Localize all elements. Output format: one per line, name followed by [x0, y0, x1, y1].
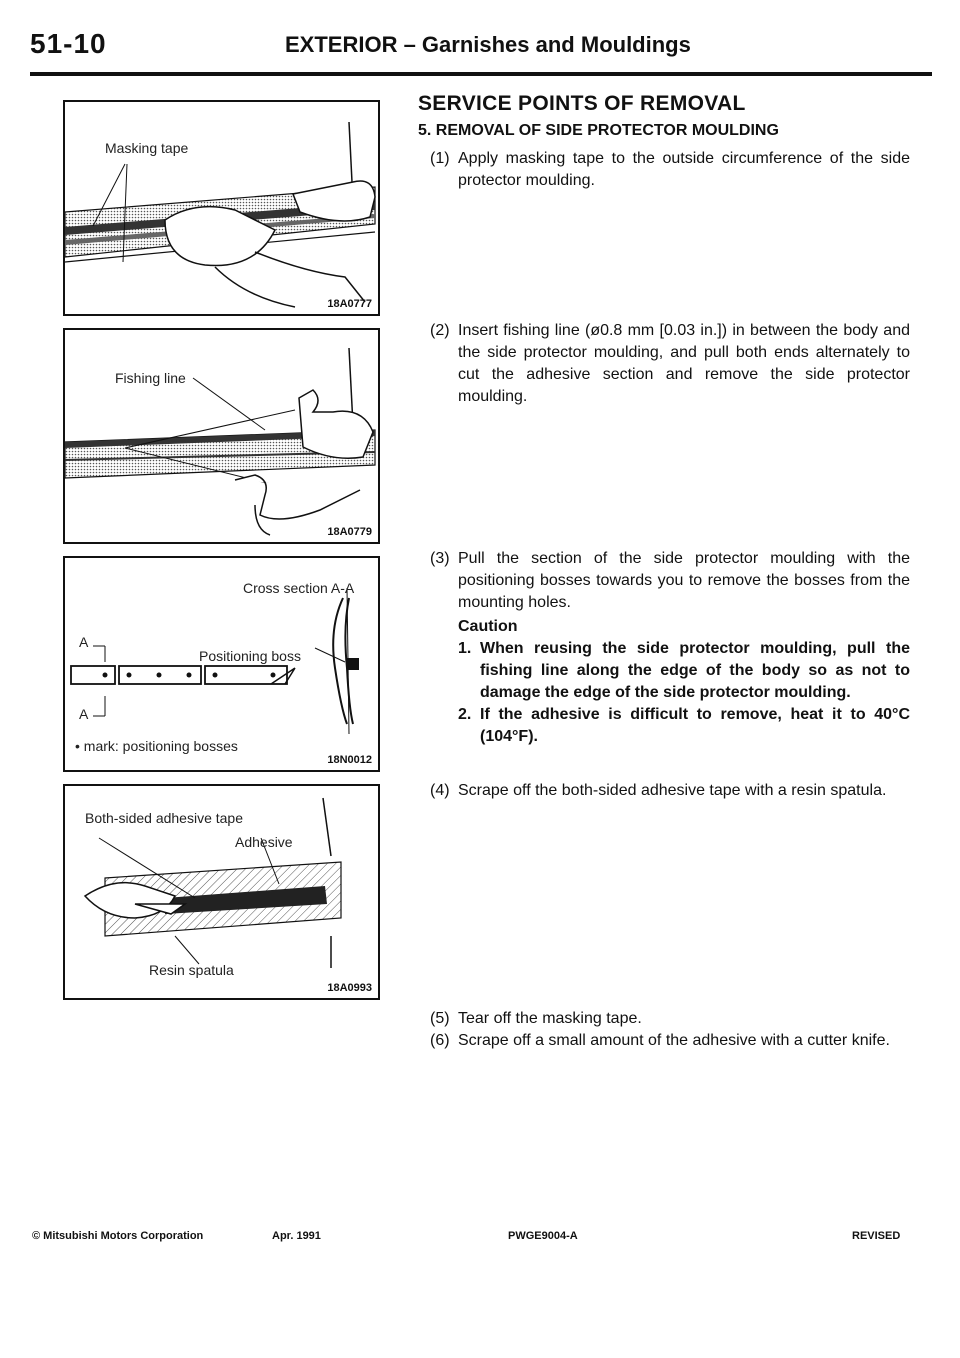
footer-status: REVISED — [852, 1230, 901, 1242]
step-text: Tear off the masking tape. — [458, 1010, 642, 1027]
section-title: SERVICE POINTS OF REMOVAL — [418, 92, 746, 115]
page-number: 51-10 — [30, 28, 107, 59]
section-marker-a-top: A — [79, 634, 89, 650]
step-3 — [430, 548, 910, 614]
mark-note: • mark: positioning bosses — [75, 738, 238, 754]
step-2 — [430, 320, 910, 408]
adhesive-label: Adhesive — [235, 834, 293, 850]
step-text: Scrape off the both-sided adhesive tape with a resin spatula. — [458, 782, 887, 799]
step-number: (5) — [430, 1010, 450, 1027]
masking-tape-illustration — [65, 102, 378, 314]
figure-fishing-line — [63, 328, 380, 544]
step-5 — [430, 1008, 910, 1030]
header-rule — [30, 72, 932, 76]
caution-block — [458, 616, 910, 748]
caution-text: When reusing the side protector moulding, pull the fishing line along the edge of the body so as not to damage the edge of the side protector moulding. — [480, 640, 910, 701]
step-4 — [430, 780, 910, 802]
page-title: EXTERIOR – Garnishes and Mouldings — [285, 32, 691, 57]
caution-number: 1. — [458, 640, 472, 657]
caution-item-1 — [458, 638, 910, 704]
step-number: (4) — [430, 782, 450, 799]
caution-text: If the adhesive is difficult to remove, heat it to 40°C (104°F). — [480, 706, 910, 745]
figure-code: 18A0993 — [327, 982, 372, 994]
figure-code: 18A0779 — [327, 526, 372, 538]
figure-cross-section — [63, 556, 380, 772]
step-number: (2) — [430, 322, 450, 339]
figure-code: 18A0777 — [327, 298, 372, 310]
figure-masking-tape — [63, 100, 380, 316]
cross-section-title: Cross section A-A — [243, 580, 355, 596]
figure-adhesive — [63, 784, 380, 1000]
step-text: Apply masking tape to the outside circumference of the side protector moulding. — [458, 150, 910, 189]
page-header — [30, 28, 930, 68]
step-text: Pull the section of the side protector moulding with the positioning bosses towards you to remove the bosses from the mounting holes. — [458, 550, 910, 611]
footer-copyright: © Mitsubishi Motors Corporation — [32, 1230, 204, 1242]
figure-label: Masking tape — [105, 140, 189, 156]
figure-label: Fishing line — [115, 370, 186, 386]
figure-code: 18N0012 — [327, 754, 372, 766]
caution-item-2 — [458, 704, 910, 748]
fishing-line-illustration — [65, 330, 378, 542]
step-1 — [430, 148, 910, 192]
caution-number: 2. — [458, 706, 472, 723]
section-marker-a-bottom: A — [79, 706, 89, 722]
step-text: Scrape off a small amount of the adhesive with a cutter knife. — [458, 1032, 890, 1049]
boss-label: Positioning boss — [199, 648, 301, 664]
footer-date: Apr. 1991 — [272, 1230, 321, 1242]
step-number: (3) — [430, 550, 450, 567]
step-number: (1) — [430, 150, 450, 167]
subsection-title: 5. REMOVAL OF SIDE PROTECTOR MOULDING — [418, 122, 779, 139]
step-number: (6) — [430, 1032, 450, 1049]
step-6 — [430, 1030, 910, 1052]
caution-heading: Caution — [458, 618, 518, 635]
step-text: Insert fishing line (ø0.8 mm [0.03 in.]) in between the body and the side protector moulding, and pull both ends alternately to cut the adhesive section and remove the side protector moulding. — [458, 322, 910, 405]
spatula-label: Resin spatula — [149, 962, 234, 978]
tape-label: Both-sided adhesive tape — [85, 810, 243, 826]
footer-doc-code: PWGE9004-A — [508, 1230, 578, 1242]
